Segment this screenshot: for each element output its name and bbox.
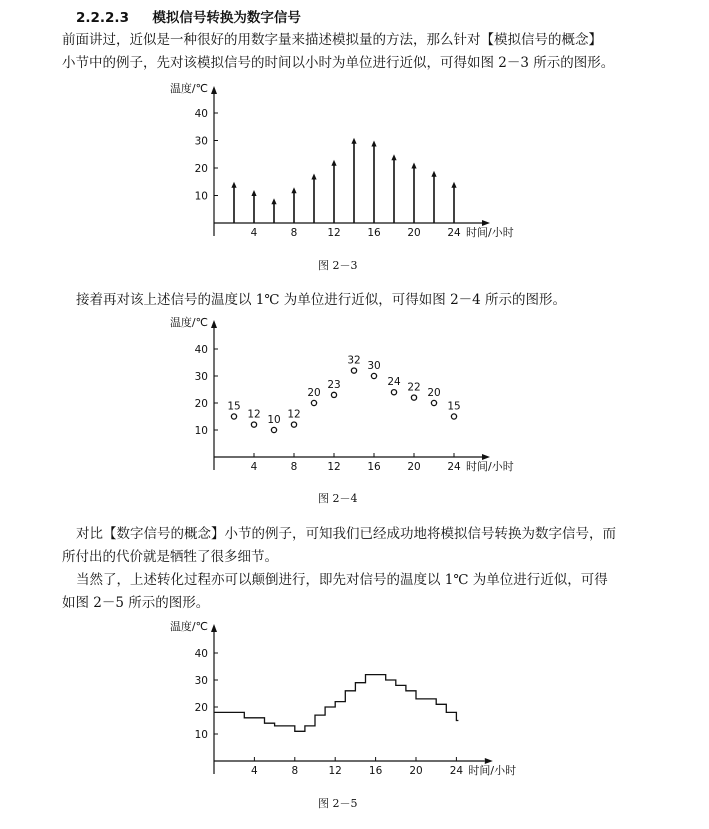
data-point <box>291 422 296 427</box>
data-point <box>251 422 256 427</box>
stem-arrowhead <box>391 154 396 160</box>
paragraph-4-line-1: 当然了，上述转化过程亦可以颠倒进行，即先对信号的温度以 1℃ 为单位进行近似，可得 <box>76 572 608 588</box>
x-axis-label: 时间/小时 <box>468 764 517 777</box>
stem-arrowhead <box>331 160 336 166</box>
y-tick-label: 40 <box>194 344 208 356</box>
y-axis-arrow <box>211 320 217 328</box>
x-tick-label: 4 <box>250 461 258 473</box>
y-tick-label: 20 <box>194 398 208 410</box>
x-tick-label: 4 <box>250 227 258 239</box>
stem-arrowhead <box>351 138 356 144</box>
x-tick-label: 24 <box>449 765 464 777</box>
y-tick-label: 10 <box>194 425 208 437</box>
data-label: 12 <box>287 408 301 421</box>
paragraph-3-line-1: 对比【数字信号的概念】小节的例子，可知我们已经成功地将模拟信号转换为数字信号，而 <box>76 526 616 542</box>
data-label: 22 <box>407 381 421 394</box>
y-axis-label: 温度/℃ <box>169 316 208 329</box>
data-label: 10 <box>267 414 281 426</box>
data-point <box>411 395 416 400</box>
figure-2-5 <box>150 616 550 791</box>
data-label: 30 <box>367 360 381 372</box>
x-axis-label: 时间/小时 <box>466 460 514 473</box>
data-label: 32 <box>347 354 361 367</box>
data-point <box>391 390 396 395</box>
x-tick-label: 8 <box>290 461 298 473</box>
x-tick-label: 8 <box>290 227 298 239</box>
y-tick-label: 40 <box>194 108 208 120</box>
chart-2-3 <box>170 81 514 239</box>
data-label: 15 <box>227 400 241 413</box>
data-point <box>371 373 376 378</box>
paragraph-4-line-2: 如图 2－5 所示的图形。 <box>62 595 210 611</box>
x-tick-label: 8 <box>291 765 299 777</box>
section-title: 模拟信号转换为数字信号 <box>152 10 301 26</box>
y-tick-label: 20 <box>194 163 208 175</box>
data-label: 20 <box>427 387 441 399</box>
x-tick-label: 12 <box>328 765 342 777</box>
paragraph-1-line-1: 前面讲过，近似是一种很好的用数字量来描述模拟量的方法，那么针对【模拟信号的概念】 <box>62 32 602 48</box>
figure-caption-2-3: 图 2－3 <box>318 259 358 272</box>
y-tick-label: 10 <box>194 190 208 203</box>
stem-arrowhead <box>271 198 276 204</box>
x-axis-label: 时间/小时 <box>466 226 514 239</box>
y-tick-label: 30 <box>194 675 208 687</box>
y-tick-label: 20 <box>194 702 208 714</box>
stem-arrowhead <box>451 182 456 188</box>
x-tick-label: 4 <box>251 765 258 777</box>
data-label: 24 <box>387 376 401 389</box>
x-tick-label: 16 <box>367 461 381 473</box>
data-label: 23 <box>327 378 341 391</box>
x-tick-label: 16 <box>368 765 383 777</box>
x-tick-label: 20 <box>407 461 421 473</box>
stem-arrowhead <box>411 163 416 169</box>
x-tick-label: 24 <box>447 461 461 473</box>
data-label: 15 <box>447 400 461 413</box>
data-point <box>231 414 236 419</box>
data-point <box>351 368 356 373</box>
stem-arrowhead <box>231 182 236 188</box>
y-tick-label: 10 <box>194 729 208 741</box>
x-tick-label: 16 <box>367 227 381 239</box>
stem-arrowhead <box>251 190 256 196</box>
figure-caption-2-4: 图 2－4 <box>318 492 358 505</box>
y-axis-arrow <box>211 86 217 94</box>
figure-caption-2-5: 图 2－5 <box>318 797 358 810</box>
section-heading <box>76 6 301 26</box>
paragraph-2: 接着再对该上述信号的温度以 1℃ 为单位进行近似，可得如图 2－4 所示的图形。 <box>76 292 567 308</box>
y-tick-label: 30 <box>194 371 208 383</box>
data-point <box>271 427 276 432</box>
y-axis-label: 温度/℃ <box>169 620 208 633</box>
section-number: 2.2.2.3 <box>76 10 129 26</box>
figure-2-4 <box>150 312 550 492</box>
y-axis-arrow <box>211 624 217 632</box>
x-tick-label: 20 <box>409 765 423 777</box>
x-tick-label: 20 <box>407 227 421 239</box>
x-tick-label: 12 <box>327 227 341 239</box>
paragraph-3-line-2: 所付出的代价就是牺牲了很多细节。 <box>62 549 278 565</box>
stem-arrowhead <box>291 187 296 193</box>
data-label: 20 <box>307 387 321 399</box>
y-axis-label: 温度/℃ <box>169 82 208 95</box>
data-point <box>431 400 436 405</box>
chart-2-5 <box>170 619 516 777</box>
data-label: 12 <box>247 408 261 421</box>
data-point <box>311 400 316 405</box>
data-point <box>331 392 336 397</box>
stem-arrowhead <box>311 174 316 180</box>
y-tick-label: 40 <box>194 648 208 660</box>
step-line <box>214 675 458 732</box>
chart-2-4 <box>170 315 514 473</box>
x-tick-label: 24 <box>447 227 461 239</box>
y-tick-label: 30 <box>194 135 208 148</box>
data-point <box>451 414 456 419</box>
stem-arrowhead <box>371 141 376 147</box>
paragraph-1-line-2: 小节中的例子，先对该模拟信号的时间以小时为单位进行近似，可得如图 2－3 所示的图形。 <box>62 55 615 71</box>
stem-arrowhead <box>431 171 436 177</box>
x-tick-label: 12 <box>327 461 341 473</box>
